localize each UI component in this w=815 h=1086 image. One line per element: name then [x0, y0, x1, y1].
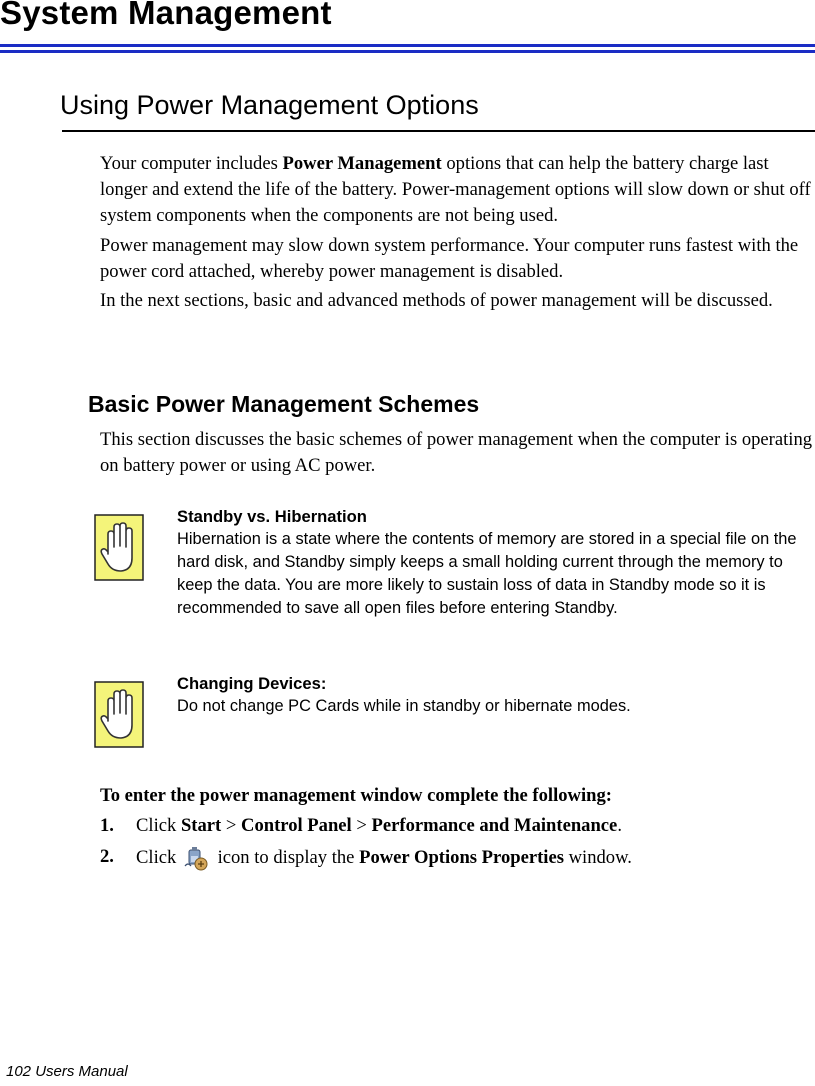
section-rule [62, 130, 815, 132]
subsection-intro: This section discusses the basic schemes of power management when the computer is operating on battery power or using AC power. [100, 429, 813, 476]
paragraph-performance: Power management may slow down system performance. Your computer runs fastest with the power cord attached, whereby power management is disabled. [100, 235, 799, 282]
note-body-devices: Do not change PC Cards while in standby or hibernate modes. [177, 697, 631, 715]
control-panel-label: Control Panel [241, 815, 352, 836]
step-2-text: Click icon to display the Power Options Properties window. [136, 846, 632, 872]
start-menu-label: Start [180, 815, 222, 836]
note-title-standby: Standby vs. Hibernation [177, 507, 367, 526]
subsection-heading: Basic Power Management Schemes [88, 391, 480, 417]
step-number: 1. [100, 815, 114, 836]
step-1-text: Click Start > Control Panel > Performance and Maintenance. [136, 815, 622, 836]
paragraph-next-sections: In the next sections, basic and advanced methods of power management will be discussed. [100, 290, 773, 311]
performance-maintenance-label: Performance and Maintenance [371, 815, 618, 836]
power-management-term: Power Management [282, 153, 442, 174]
procedure-heading: To enter the power management window complete the following: [100, 785, 612, 806]
page-footer: 102 Users Manual [6, 1063, 128, 1080]
page-title: System Management [0, 0, 332, 31]
header-rule-bottom [0, 50, 815, 53]
paragraph-intro: Your computer includes Power Management options that can help the battery charge last longer and extend the life of the battery. Power-management options will slow down or shut off system components when the components are not being used. [100, 153, 811, 226]
section-heading: Using Power Management Options [60, 90, 479, 120]
power-options-properties-label: Power Options Properties [359, 847, 564, 868]
note-body-standby: Hibernation is a state where the contents of memory are stored in a special file on the hard disk, and Standby simply keeps a small holding current through the memory to keep the data. You are more likely to sustain loss of data in Standby mode so it is recommended to save all open files before entering Standby. [177, 530, 797, 617]
note-title-devices: Changing Devices: [177, 674, 327, 693]
power-options-icon [183, 846, 209, 872]
step-number: 2. [100, 846, 114, 867]
header-rule-top [0, 44, 815, 47]
stop-hand-icon [94, 514, 144, 581]
stop-hand-icon [94, 681, 144, 748]
